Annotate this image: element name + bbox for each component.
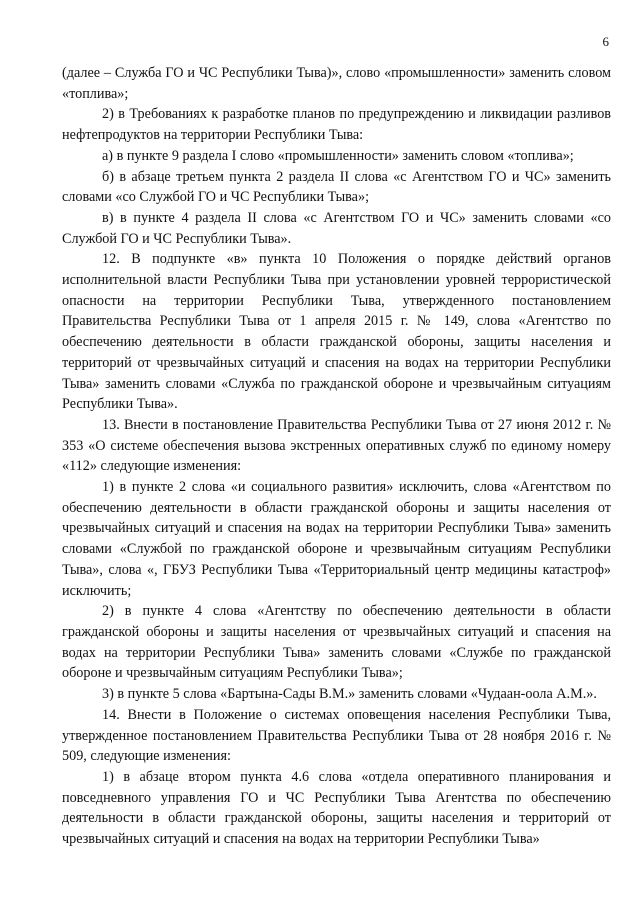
paragraph: 1) в абзаце втором пункта 4.6 слова «отдела оперативного планирования и повседневного управления ГО и ЧС Республики Тыва Агентства по обеспечению деятельности в области гражданской обороны, защиты населения и территорий от чрезвычайных ситуаций и спасения на водах на территории Республики Тыва» (62, 768, 611, 848)
paragraph: а) в пункте 9 раздела I слово «промышленности» заменить словом «топлива»; (102, 147, 574, 164)
paragraph: 2) в пункте 4 слова «Агентству по обеспечению деятельности в области гражданской обороны и защиты населения от чрезвычайных ситуаций и спасения на водах на территории Республики Тыва» заменить словами «Службе по гражданской обороне и чрезвычайным ситуациям Республики Тыва»; (62, 603, 611, 682)
paragraph-continuation: (далее – Служба ГО и ЧС Республики Тыва)», слово «промышленности» заменить словом «топлива»; (62, 65, 611, 102)
page-number: 6 (602, 34, 609, 49)
paragraph: 1) в пункте 2 слова «и социального развития» исключить, слова «Агентством по обеспечению деятельности в области гражданской обороны и защиты населения от чрезвычайных ситуаций и спасения на водах на территории Республики Тыва» заменить словами «Службой по гражданской обороне и чрезвычайным ситуациям Республики Тыва», слова «, ГБУЗ Республики Тыва «Территориальный центр медицины катастроф» исключить; (62, 479, 611, 599)
paragraph: 13. Внести в постановление Правительства Республики Тыва от 27 июня 2012 г. № 353 «О системе обеспечения вызова экстренных оперативных служб по единому номеру «112» следующие изменения: (62, 416, 611, 475)
paragraph: 2) в Требованиях к разработке планов по предупреждению и ликвидации разливов нефтепродуктов на территории Республики Тыва: (62, 106, 611, 144)
document-body (62, 63, 611, 850)
paragraph: 3) в пункте 5 слова «Бартына-Сады В.М.» заменить словами «Чудаан-оола А.М.». (102, 686, 597, 703)
paragraph: 14. Внести в Положение о системах оповещения населения Республики Тыва, утвержденное постановлением Правительства Республики Тыва от 28 ноября 2016 г. № 509, следующие изменения: (62, 706, 611, 765)
paragraph: 12. В подпункте «в» пункта 10 Положения о порядке действий органов исполнительной власти Республики Тыва при установлении уровней террористической опасности на территории Республики Тыва, утвержденного постановлением Правительства Республики Тыва от 1 апреля 2015 г. № 149, слова «Агентство по обеспечению деятельности в области гражданской обороны, защиты населения и территорий от чрезвычайных ситуаций и спасения на водах на территории Республики Тыва» заменить словами «Служба по гражданской обороне и чрезвычайным ситуациям Республики Тыва». (62, 251, 611, 413)
paragraph: в) в пункте 4 раздела II слова «с Агентством ГО и ЧС» заменить словами «со Службой ГО и ЧС Республики Тыва». (62, 209, 611, 247)
paragraph: б) в абзаце третьем пункта 2 раздела II слова «с Агентством ГО и ЧС» заменить словами «со Службой ГО и ЧС Республики Тыва»; (62, 168, 611, 206)
